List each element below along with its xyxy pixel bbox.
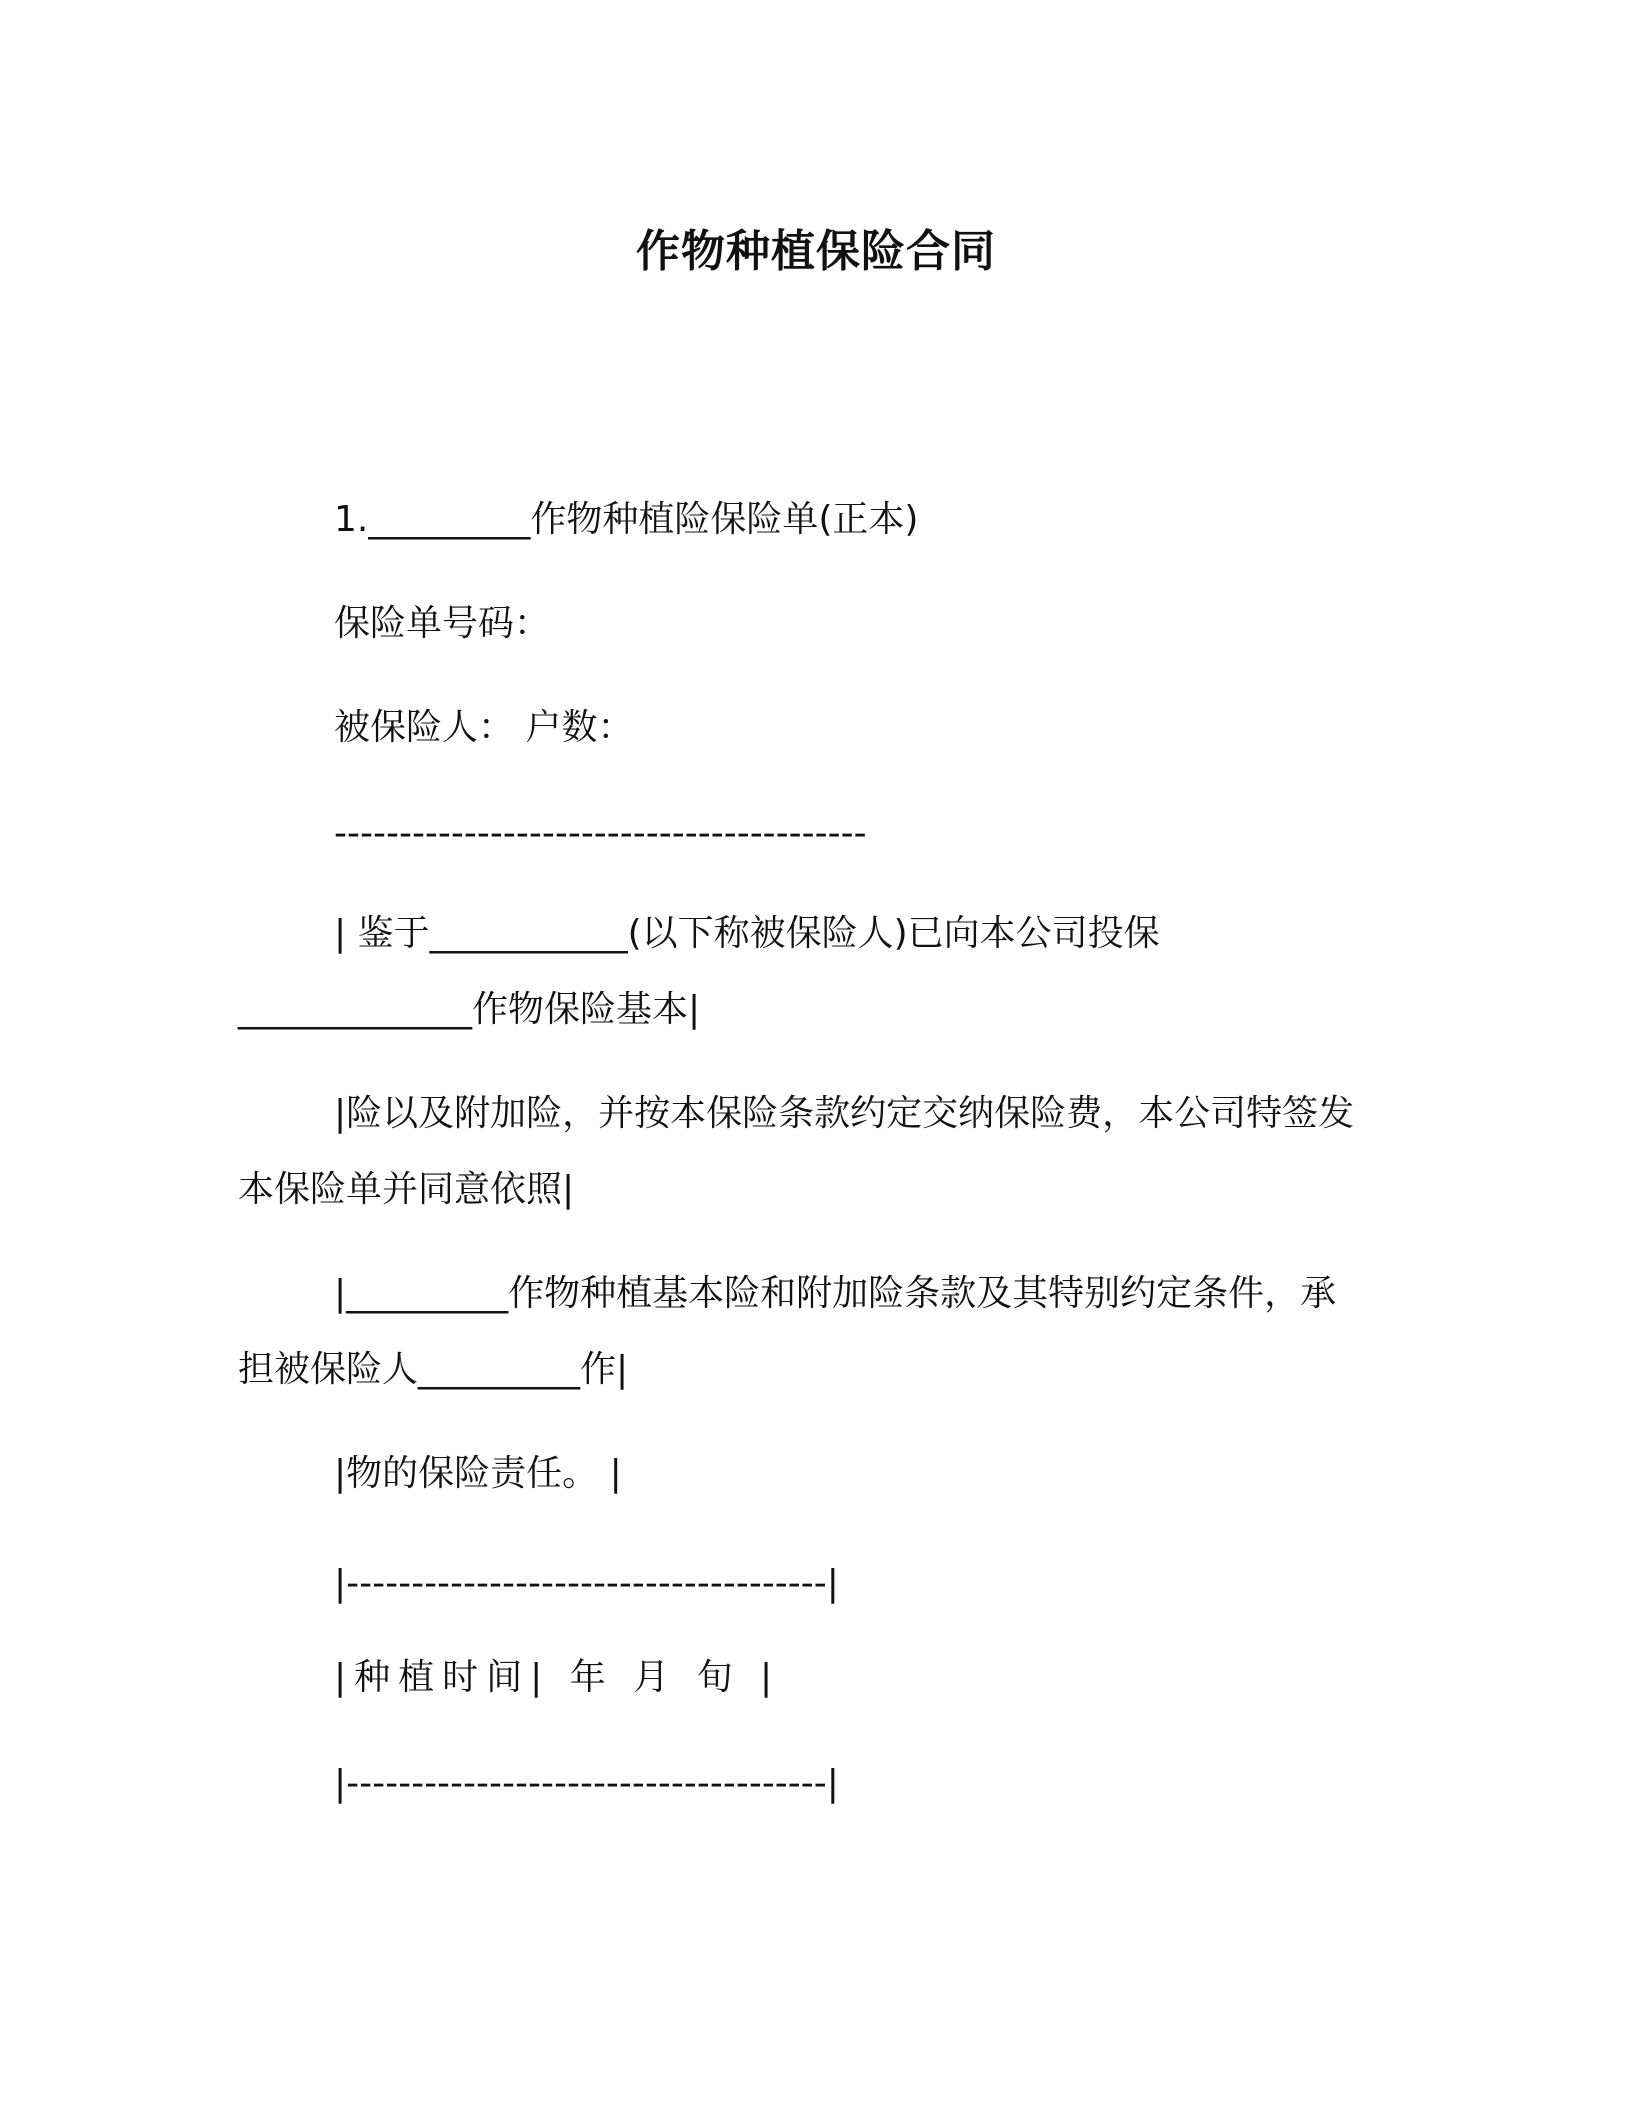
paragraph-line: |险以及附加险，并按本保险条款约定交纳保险费，本公司特签发 [334,1093,1355,1134]
separator-line: ----------------------------------------- [334,813,867,854]
table-border-line: |-------------------------------------| [334,1563,839,1604]
policy-heading-line: 1._________作物种植险保险单(正本) [334,499,919,540]
table-border-line: |-------------------------------------| [334,1763,839,1804]
planting-time-row: |种植时间| 年 月 旬 | [334,1657,781,1698]
document-title: 作物种植保险合同 [636,226,996,277]
paragraph-line: |_________作物种植基本险和附加险条款及其特别约定条件，承 [334,1273,1337,1314]
paragraph-line: 担被保险人_________作| [238,1349,629,1390]
insured-households-line: 被保险人： 户数： [334,707,634,748]
paragraph-line: | 鉴于___________(以下称被保险人)已向本公司投保 [334,913,1160,954]
paragraph-line: _____________作物保险基本| [238,989,701,1030]
policy-number-line: 保险单号码： [334,603,551,644]
paragraph-line: |物的保险责任。 | [334,1453,622,1494]
paragraph-line: 本保险单并同意依照| [238,1169,575,1210]
